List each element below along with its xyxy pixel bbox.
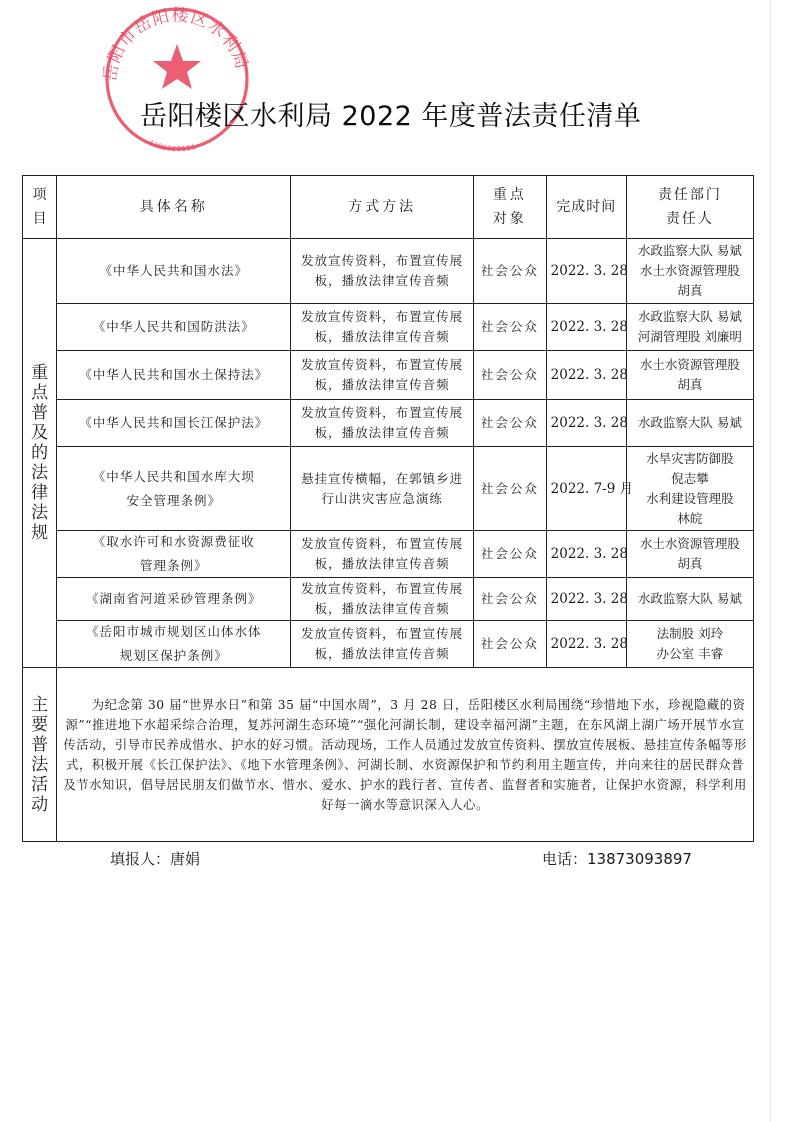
- group-label-char: 普: [31, 403, 49, 423]
- law-date: 2022. 3. 28: [546, 239, 626, 304]
- group-label-char: 法: [31, 503, 49, 523]
- group-label-char: 法: [31, 463, 49, 483]
- law-name: [57, 447, 291, 531]
- law-name-line: 《取水许可和水资源费征收: [92, 534, 255, 549]
- law-method: 悬挂宣传横幅，在郭镇乡进行山洪灾害应急演练: [291, 447, 474, 531]
- law-method: 发放宣传资料，布置宣传展板，播放法律宣传音频: [291, 531, 474, 578]
- header-target-line2: 对象: [492, 211, 527, 227]
- law-dept: [626, 531, 753, 578]
- group-label-char: 的: [31, 443, 49, 463]
- dept-line: 胡真: [677, 556, 703, 571]
- law-target: 社会公众: [473, 239, 546, 304]
- dept-line: 水土水资源管理股: [639, 263, 740, 278]
- law-target: 社会公众: [473, 351, 546, 400]
- law-row: [23, 447, 754, 531]
- seal-text: 岳阳市岳阳楼区水利局: [100, 5, 252, 83]
- dept-line: 水土水资源管理股: [639, 536, 740, 551]
- responsibility-table: [22, 175, 754, 842]
- dept-line: 水政监察大队 易斌: [637, 415, 742, 430]
- header-dept-line2: 责任人: [665, 211, 714, 227]
- activities-section: [23, 668, 754, 842]
- law-target: 社会公众: [473, 621, 546, 668]
- group-label-char: 及: [31, 423, 49, 443]
- law-date: 2022. 3. 28: [546, 351, 626, 400]
- law-row: [23, 578, 754, 621]
- law-name-line: 《中华人民共和国水法》: [99, 263, 248, 278]
- law-method: 发放宣传资料，布置宣传展板，播放法律宣传音频: [291, 351, 474, 400]
- law-name-line: 《湖南省河道采砂管理条例》: [85, 591, 262, 606]
- header-target-line1: 重点: [492, 187, 527, 203]
- law-date: 2022. 3. 28: [546, 304, 626, 351]
- law-name-line: 《中华人民共和国防洪法》: [92, 319, 255, 334]
- header-item-label: 项目: [32, 187, 47, 227]
- law-name: [57, 621, 291, 668]
- header-method: 方式方法: [291, 176, 474, 239]
- law-date: 2022. 3. 28: [546, 621, 626, 668]
- header-dept: [626, 176, 753, 239]
- header-target: [473, 176, 546, 239]
- activities-text: 为纪念第 30 届“世界水日”和第 35 届“中国水周”，3 月 28 日，岳阳楼区水利局围绕“珍惜地下水，珍视隐藏的资源”“推进地下水超采综合治理，复苏河湖生态环境”“强化河湖长制，建设幸福河湖”主题，在东风湖上湖广场开展节水宣传活动，引导市民养成惜水、护水的好习惯。活动现场，工作人员通过发放宣传资料、摆放宣传展板、悬挂宣传条幅等形式，积极开展《长江保护法》、《地下水管理条例》、河湖长制、水资源保护和节约利用主题宣传，并向来往的居民群众普及节水知识，倡导居民朋友们做节水、惜水、爱水、护水的践行者、宣传者、监督者和实施者，让保护水资源，科学利用好每一滴水等意识深入人心。: [57, 668, 754, 842]
- activities-group-label: [23, 668, 57, 842]
- law-name-line: 《中华人民共和国长江保护法》: [79, 415, 269, 430]
- law-name-line: 管理条例》: [139, 558, 208, 573]
- dept-line: 水政监察大队 易斌: [637, 243, 742, 258]
- group-label-char: 要: [31, 714, 49, 735]
- law-dept: [626, 621, 753, 668]
- law-dept: [626, 304, 753, 351]
- law-method: 发放宣传资料，布置宣传展板，播放法律宣传音频: [291, 578, 474, 621]
- dept-line: 胡真: [677, 283, 703, 298]
- law-date: 2022. 3. 28: [546, 578, 626, 621]
- law-row: [23, 351, 754, 400]
- dept-line: 水旱灾害防御股: [646, 450, 734, 466]
- law-target: 社会公众: [473, 400, 546, 447]
- law-name: [57, 400, 291, 447]
- dept-line: 林皖: [677, 510, 703, 526]
- page-title: 岳阳楼区水利局 2022 年度普法责任清单: [140, 101, 642, 132]
- dept-line: 水土水资源管理股: [639, 357, 740, 372]
- law-name-line: 《岳阳市城市规划区山体水体: [85, 624, 262, 639]
- seal-star-icon: [153, 44, 201, 89]
- law-row: [23, 621, 754, 668]
- laws-group-label: [23, 239, 57, 668]
- group-label-char: 点: [31, 383, 49, 403]
- header-date: 完成时间: [546, 176, 626, 239]
- law-name-line: 规划区保护条例》: [119, 648, 228, 663]
- dept-line: 水利建设管理股: [646, 490, 734, 506]
- law-name-line: 《中华人民共和国水库大坝: [92, 468, 255, 484]
- law-method: 发放宣传资料，布置宣传展板，播放法律宣传音频: [291, 304, 474, 351]
- reporter: 填报人：唐娟: [110, 850, 201, 868]
- law-target: 社会公众: [473, 447, 546, 531]
- dept-line: 河湖管理股 刘廉明: [637, 329, 742, 344]
- law-target: 社会公众: [473, 578, 546, 621]
- law-row: [23, 239, 754, 304]
- scan-edge-line: [770, 0, 771, 1122]
- law-date: 2022. 7-9 月: [546, 447, 626, 531]
- dept-line: 倪志攀: [671, 470, 709, 486]
- header-dept-line1: 责任部门: [657, 187, 722, 203]
- dept-line: 水政监察大队 易斌: [637, 591, 742, 606]
- group-label-char: 律: [31, 483, 49, 503]
- law-dept: [626, 578, 753, 621]
- activities-row: [23, 668, 754, 842]
- law-date: 2022. 3. 28: [546, 531, 626, 578]
- header-item: [23, 176, 57, 239]
- law-row: [23, 400, 754, 447]
- law-target: 社会公众: [473, 531, 546, 578]
- dept-line: 办公室 丰睿: [656, 646, 724, 661]
- law-method: 发放宣传资料，布置宣传展板，播放法律宣传音频: [291, 239, 474, 304]
- laws-section: [23, 239, 754, 668]
- group-label-char: 法: [31, 754, 49, 775]
- law-target: 社会公众: [473, 304, 546, 351]
- group-label-char: 主: [31, 694, 49, 715]
- dept-line: 法制股 刘玲: [656, 626, 724, 641]
- law-name: [57, 531, 291, 578]
- header-name: 具体名称: [57, 176, 291, 239]
- group-label-char: 活: [31, 774, 49, 795]
- group-label-char: 规: [31, 523, 49, 543]
- law-date: 2022. 3. 28: [546, 400, 626, 447]
- seal-code: 4306000101: [147, 138, 197, 154]
- law-method: 发放宣传资料，布置宣传展板，播放法律宣传音频: [291, 621, 474, 668]
- group-label-char: 重: [31, 363, 49, 383]
- law-dept: [626, 239, 753, 304]
- law-row: [23, 531, 754, 578]
- dept-line: 水政监察大队 易斌: [637, 309, 742, 324]
- phone: 电话：13873093897: [542, 850, 692, 868]
- group-label-char: 普: [31, 734, 49, 755]
- law-name: [57, 351, 291, 400]
- svg-text:4306000101: [147, 139, 197, 154]
- law-dept: [626, 447, 753, 531]
- law-dept: [626, 351, 753, 400]
- law-row: [23, 304, 754, 351]
- table-header-row: [23, 176, 754, 239]
- law-dept: [626, 400, 753, 447]
- law-name-line: 《中华人民共和国水土保持法》: [79, 367, 269, 382]
- law-name: [57, 578, 291, 621]
- law-method: 发放宣传资料，布置宣传展板，播放法律宣传音频: [291, 400, 474, 447]
- group-label-char: 动: [31, 794, 49, 815]
- law-name-line: 安全管理条例》: [126, 492, 221, 508]
- dept-line: 胡真: [677, 377, 703, 392]
- law-name: [57, 239, 291, 304]
- law-name: [57, 304, 291, 351]
